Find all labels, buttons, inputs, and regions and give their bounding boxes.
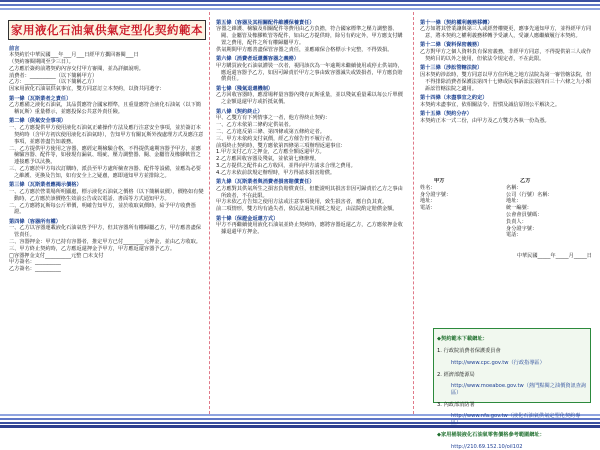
clause-text: 因本契約涉訟時，雙方同意以甲方住所地之地方法院為第一審管轄法院，但不得排除消費者保護法第四十七條或民事訴訟法第四百三十六條之九小額訴訟管轄法院之適用。 [420, 72, 592, 92]
clause-heading: 第十五條（契約分存） [420, 111, 472, 118]
clause-text: □容器押金支付__________元整 □未支付 [9, 252, 104, 259]
clause-text: 乙方應備之液化石油氣，其品質應符合國家標準，且重量應符合液化石油氣（以下簡稱瓦斯）重量標示，並應投保公共意外責任險。 [9, 102, 201, 116]
clause-text: 甲、乙雙方有下列情事之一者，他方得終止契約： [216, 115, 331, 122]
clause-heading: 前言 [9, 45, 20, 52]
clause-text: 一、乙方應提供甲方使用液化石油氣正確操作方法及應行注意安全事項，並於簽訂本契約時（含甲方初次使用液化石油氣時），告知甲方有關瓦斯外洩處理方式及應注意事項，並應善盡告知義務。 [9, 125, 204, 145]
clause-heading: 第四條（容器所有權） [9, 218, 61, 225]
clause-text: 3.乙方提供之配件由乙方收回，並得向甲方請求合理之費用。 [216, 162, 356, 169]
clause-text: 乙方如將其營業讓與第三人或經營權變更，應事先通知甲方，並得經甲方同意，將本契約之權利義務移轉予受讓人，受讓人應繼續履行本契約。 [420, 26, 592, 40]
clause-heading: 第十條（保證金返還方式） [216, 215, 279, 222]
clause-text: 乙方對甲方之個人資料負有保密義務，非經甲方同意，不得提供第三人或作契約目的以外之使用，但依法令規定者，不在此限。 [420, 49, 592, 62]
clause-heading: 第十四條（未盡事宜之約定） [420, 94, 488, 101]
clause-text: 前項終止契約時，雙方應依第四條第三項辦理返還事宜： [216, 142, 346, 149]
clause-text: 甲方購買液化石油氣灌裝一次者，視同該次為一年逾期未繼續使用或停止供氣時，應返還容器予乙方，如因可歸責於甲方之事由致容器滅失或毀損者，甲方應負賠償責任。 [216, 62, 403, 83]
top-border-stripes [0, 0, 600, 12]
party-a-field: 身分證字號： [420, 191, 452, 198]
clause-text: 本契約於中華民國___年___月___日經甲方攜回審閱___日 [9, 52, 139, 59]
clause-heading: 第七條（殘氣退還機制） [216, 85, 274, 92]
clause-text: 4.乙方未依前款規定辦理時，甲方得請求損害賠償。 [216, 169, 336, 176]
clause-text: 2.乙方應回收容器及殘氣，並依第七條辦理。 [216, 156, 320, 163]
clause-text: 乙方回收容器時，應當場秤量容器內殘存瓦斯重量，並以殘氣重量乘以每公斤單價之金額退還甲方或折抵氣價。 [216, 92, 403, 106]
clause-text: 前二項情形，雙方均有過失者，依民法過失相抵之規定，由法院酌定賠償金額。 [216, 206, 398, 213]
party-b-field: 電話： [506, 232, 522, 239]
clause-text: 三、乙方應於甲方每次訂購時，派員至甲方處所檢查容器、配件等設備，並應為必要之維護、更換及告知，如有安全上之疑慮，應即通知甲方並排除之。 [9, 166, 201, 179]
contract-date: 中華民國_____年_____月_____日 [516, 253, 592, 260]
clause-text: 1.甲方支付乙方之押金，乙方應全額返還甲方。 [216, 149, 325, 156]
clause-text: 一、乙方以容器運載液化石油氣售予甲方，但其容器所有權歸屬乙方，甲方應善盡保管責任。 [9, 225, 201, 239]
clause-text: 二、乙方提供甲方使用之容器，應經定期檢驗合格，不得提供逾期容器予甲方，並應檢驗容器、配件等，如發現有漏氣、瑕疵、壓力調整器、閥、金屬管及橡膠軟管之連接應予以汰換。 [9, 145, 201, 166]
party-a-field: 姓名： [420, 184, 436, 191]
party-a-block [420, 178, 506, 239]
clause-heading: 第五條（容器及其相關配件維護保養責任） [216, 19, 315, 26]
clause-text: 甲方未依乙方告知之使用方法或注意事項使用，致生損害者，應自負其責。 [216, 199, 388, 206]
clause-text: 本契約正本一式二份，由甲方及乙方雙方各執一份為憑。 [420, 117, 550, 124]
fold-line-2 [413, 12, 414, 414]
contract-column-1 [9, 43, 204, 410]
clause-heading: 第九條（瓦斯業者與消費者損害賠償責任） [216, 179, 315, 186]
party-b-field: 公會會員號碼： [506, 211, 543, 218]
fold-line-1 [209, 12, 210, 414]
diamond-bullet-icon: ◆ [437, 336, 441, 343]
party-a-field: 電話： [420, 205, 436, 212]
reference-title: ◆契約範本下載網址： [437, 336, 488, 343]
party-b-block [506, 178, 592, 239]
clause-text: 二、容器押金：甲方已持有容器者，推定甲方已付________元押金，並由乙方收取。 [9, 239, 201, 246]
clause-text: 一、乙方未依第二條約定供氣者。 [216, 122, 294, 129]
party-b-field: 負責人： [506, 218, 527, 225]
party-b-field: 名稱： [506, 184, 522, 191]
party-b-field: 身分證字號： [506, 225, 538, 232]
contract-column-3 [420, 17, 592, 137]
clause-text: 乙方應於簽約前將契約內容交付甲方審閱，並為詳細說明。 [9, 65, 144, 72]
clause-heading: 第六條（消費者返還舊容器之義務） [216, 55, 300, 62]
clause-text: 甲方不再繼續使用液化石油氣並終止契約時，應將容器返還乙方，乙方應依押金收據退還甲方押金。 [216, 222, 403, 236]
clause-text: 乙方簽名：__________ [9, 266, 61, 273]
party-a-field: 地址： [420, 198, 436, 205]
reference-url[interactable]: http://www.nfa.gov.tw（液化石油氣供氣定型化契約專區） [451, 413, 581, 427]
clause-text: 甲方簽名：__________ [9, 259, 61, 266]
clause-text: 一、乙方應於營業場所明顯處，標示液化石油氣之價格（以下簡稱氣價），價格如有變動時，乙方應於該價格生效前公告或以電話、書面等方式通知甲方。 [9, 188, 204, 202]
clause-text: 乙方：____________（以下簡稱乙方） [9, 79, 98, 86]
clause-heading: 第十三條（涉訟管轄法院） [420, 65, 483, 72]
clause-text: 本契約未盡事宜，依相關法令、習慣及誠信原則公平解決之。 [420, 101, 561, 108]
document-title: 家用液化石油氣供氣定型化契約範本 [8, 20, 206, 40]
reference-label: 3. 內政部消防署 [437, 401, 475, 408]
clause-text: 消費者：__________（以下簡稱甲方） [9, 72, 98, 79]
clause-heading: 第八條（契約終止） [216, 108, 263, 115]
party-b-label: 乙方 [520, 178, 531, 184]
diamond-bullet-icon: ◆ [437, 431, 441, 438]
contract-column-2 [216, 17, 406, 410]
clause-heading: 第十一條（契約權利義務移轉） [420, 19, 493, 26]
clause-heading: 第十二條（資料保密義務） [420, 42, 483, 49]
clause-heading: 第一條（瓦斯業者之責任） [9, 95, 72, 102]
reference-label: 2. 經濟部能源局 [437, 371, 475, 378]
clause-text: 三、甲方未依約支付氣價，經乙方催告仍不履行者。 [216, 135, 336, 142]
reference-url[interactable]: http://www.moeaboe.gov.tw（熱門點閱之油價資訊查詢區） [451, 383, 587, 396]
clause-text: 乙方應對其供氣所生之損害負賠償責任，但能證明其損害非因可歸責於乙方之事由所致者，不在此限。 [216, 185, 403, 199]
clause-text: 二、乙方應將瓦斯每公斤單價，明確告知甲方，並於收取氣價時，給予甲方收費憑證。 [9, 202, 196, 216]
clause-text: （契約審閱期間至少三日）。 [9, 59, 74, 66]
party-b-field: 公司（行號）名稱： [506, 191, 553, 198]
signature-block [420, 178, 592, 323]
clause-text: 容器之維護、檢驗及相關配件等費用由乙方負擔，符合國家標準之壓力調整器、閥、金屬管及橡膠軟管等配件，如由乙方提供時，除另有約定外，甲方應支付購置之費用，配件之所有權歸屬甲方。 [216, 26, 403, 46]
download-reference-box [433, 328, 591, 450]
reference-label: 1. 行政院消費者保護委員會 [437, 347, 501, 354]
reference-url[interactable]: http://210.69.152.10/oil102 [451, 443, 523, 450]
clause-text: 因家用液化石油氣供氣事宜，雙方同意訂立本契約，以資共同遵守： [9, 86, 165, 93]
party-b-field: 統一編號： [506, 205, 532, 212]
clause-heading: 第三條（瓦斯業者應揭示價格） [9, 182, 82, 189]
party-a-label: 甲方 [434, 178, 445, 184]
reference-title: ◆家用桶裝液化石油氣零售價格參考範圍網址： [437, 431, 545, 438]
clause-text: 二、乙方違反第三條、第四條或第五條約定者。 [216, 128, 325, 135]
clause-heading: 第二條（供氣安全事項） [9, 118, 67, 125]
clause-text: 供氣期間甲方應善盡保管容器之責任，並應確保合格標示卡完整，不得毀損。 [216, 46, 393, 53]
clause-text: 三、甲方終止契約時，乙方應返還押金予甲方，甲方應返還容器予乙方。 [9, 245, 176, 252]
party-b-field: 地址： [506, 198, 522, 205]
reference-url[interactable]: http://www.cpc.gov.tw（行政指導區） [451, 359, 545, 366]
